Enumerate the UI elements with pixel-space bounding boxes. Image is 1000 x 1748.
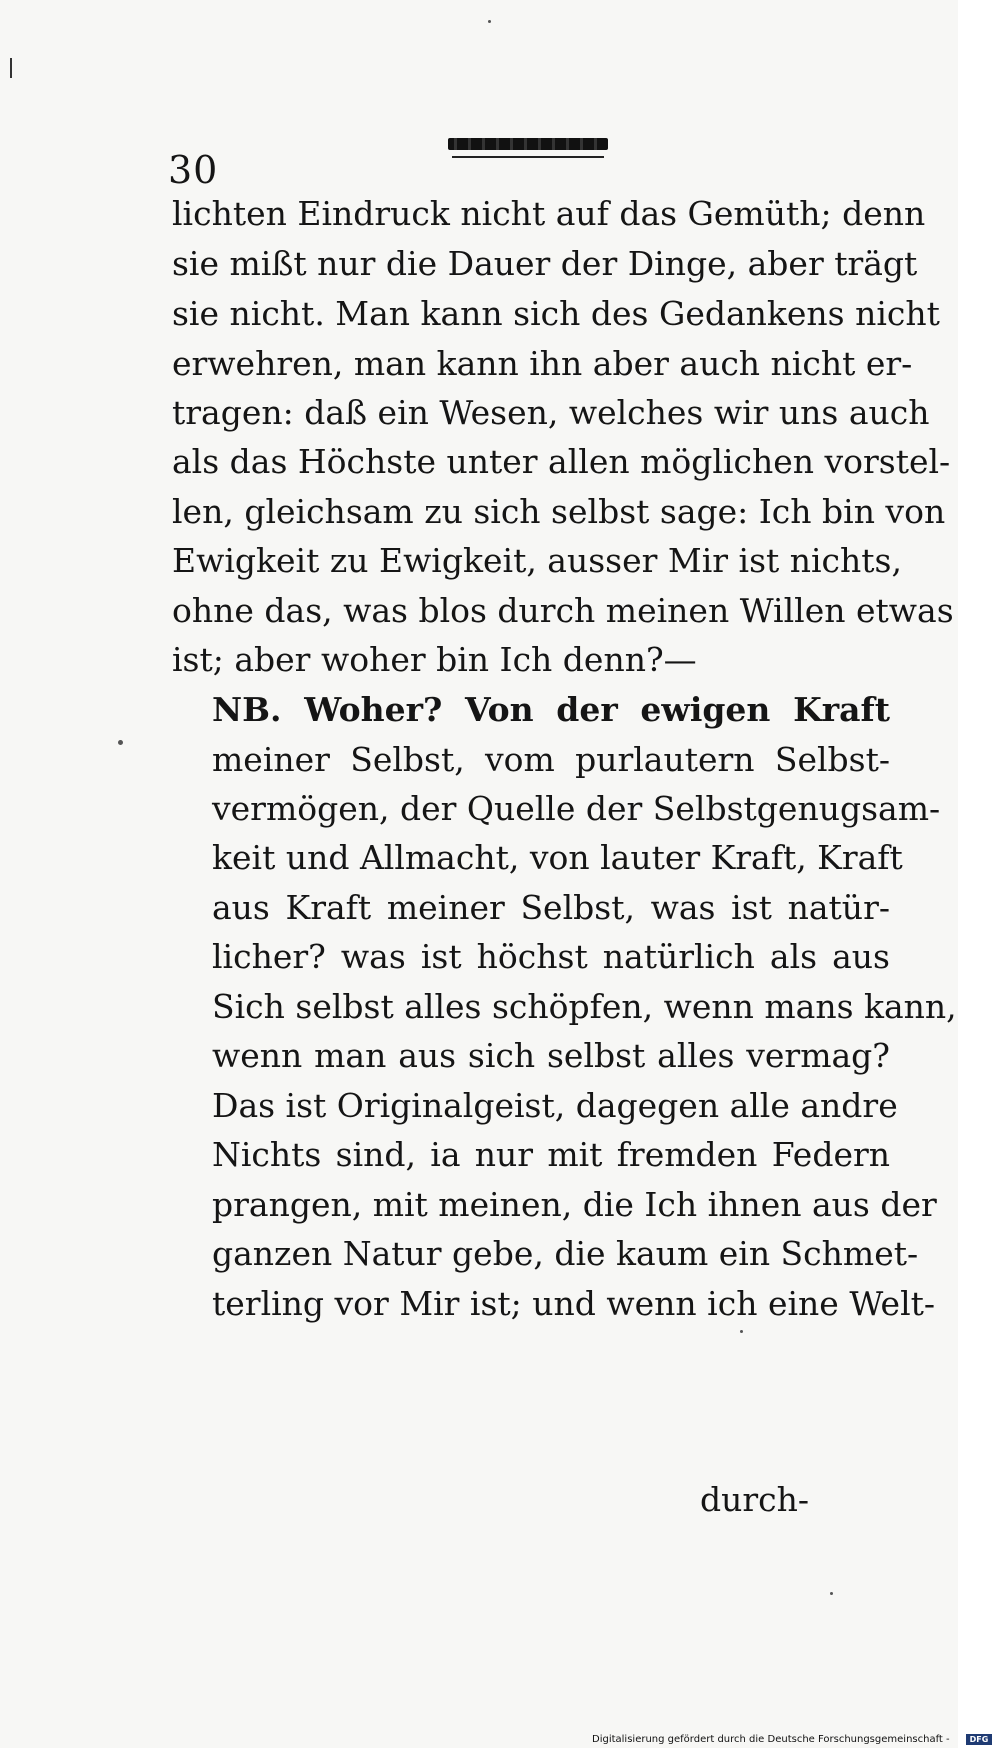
paper-speck (118, 740, 123, 745)
text-line: erwehren, man kann ihn aber auch nicht er- (172, 344, 913, 383)
scan-margin (958, 0, 1000, 1748)
text-line: keit und Allmacht, von lauter Kraft, Kraft (212, 838, 903, 877)
text-line: NB. Woher? Von der ewigen Kraft (212, 690, 890, 729)
text-line: sie mißt nur die Dauer der Dinge, aber trägt (172, 244, 918, 283)
digitization-credit: Digitalisierung gefördert durch die Deutsche Forschungsgemeinschaft - (592, 1734, 950, 1745)
text-line: sie nicht. Man kann sich des Gedankens nicht (172, 294, 940, 333)
text-line: Ewigkeit zu Ewigkeit, ausser Mir ist nichts, (172, 541, 902, 580)
text-line: tragen: daß ein Wesen, welches wir uns auch (172, 393, 930, 432)
catchword: durch- (700, 1480, 810, 1519)
text-line: Nichts sind, ia nur mit fremden Federn (212, 1135, 890, 1174)
text-line: terling vor Mir ist; und wenn ich eine Welt- (212, 1284, 936, 1323)
page-number: 30 (168, 148, 219, 192)
text-line: len, gleichsam zu sich selbst sage: Ich bin von (172, 492, 946, 531)
text-line: meiner Selbst, vom purlautern Selbst- (212, 740, 890, 779)
dfg-logo: DFG (966, 1734, 992, 1745)
paper-speck (740, 1330, 743, 1333)
text-line: vermögen, der Quelle der Selbstgenugsam- (212, 789, 941, 828)
text-line: aus Kraft meiner Selbst, was ist natür- (212, 888, 890, 927)
text-line: prangen, mit meinen, die Ich ihnen aus der (212, 1185, 937, 1224)
paper-speck (830, 1592, 833, 1595)
text-line: licher? was ist höchst natürlich als aus (212, 937, 890, 976)
paper-speck (488, 20, 491, 23)
header-rule (452, 156, 604, 158)
text-line: wenn man aus sich selbst alles vermag? (212, 1036, 890, 1075)
text-line: Das ist Originalgeist, dagegen alle andre (212, 1086, 898, 1125)
text-line: ohne das, was blos durch meinen Willen etwas (172, 591, 954, 630)
edge-mark (10, 58, 12, 78)
text-line: ist; aber woher bin Ich denn?— (172, 640, 697, 679)
text-line: lichten Eindruck nicht auf das Gemüth; denn (172, 194, 926, 233)
text-line: als das Höchste unter allen möglichen vorstel- (172, 442, 951, 481)
header-ornament (448, 138, 608, 150)
text-line: Sich selbst alles schöpfen, wenn mans kann, (212, 987, 957, 1026)
text-line: ganzen Natur gebe, die kaum ein Schmet- (212, 1234, 919, 1273)
